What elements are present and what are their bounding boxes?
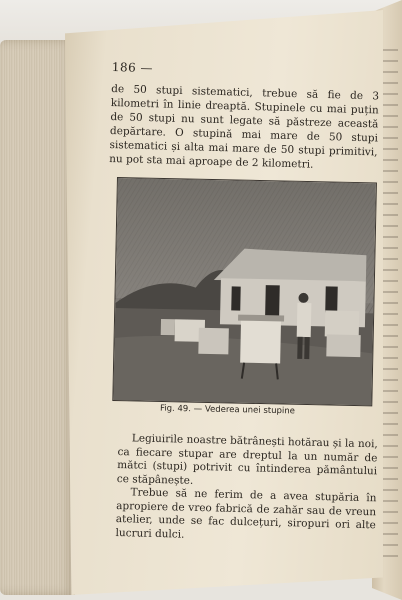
paragraph-1: Legiuirile noastre bătrânești hotărau și la noi, ca fiecare stupar are dreptul la un număr de mătci (stupi) potrivit cu întinderea pământului ce stăpânește. — [116, 432, 378, 487]
beehive — [240, 319, 281, 364]
figure-caption: Fig. 49. — Vederea unei stupine — [159, 403, 295, 417]
page-text-top — [109, 60, 380, 173]
beehive — [325, 310, 360, 337]
paragraph-top: de 50 stupi sistematici, trebue să fie de 3 kilometri în linie dreaptă. Stupinele cu mai puțin de 50 stupi nu sunt legate să păstreze această depărtare. O stupină mai mare de 50 stupi sistematici și alta mai mare de 50 stupi primitivi, nu pot sta mai aproape de 2 kilometri. — [109, 82, 380, 171]
page-number: 186 — — [111, 60, 154, 76]
figure-49 — [112, 177, 375, 404]
page-edges-stack — [0, 40, 75, 595]
apiary-photo — [112, 177, 377, 406]
page-text-bottom — [115, 432, 378, 546]
beehive — [326, 334, 360, 357]
paragraph-2: Trebue să ne ferim de a avea stupăria în apropiere de vreo fabrică de zahăr sau de vreun atelier, unde se fac dulcețuri, siropuri ori alte lucruri dulci. — [115, 486, 377, 541]
beehive — [198, 328, 229, 355]
